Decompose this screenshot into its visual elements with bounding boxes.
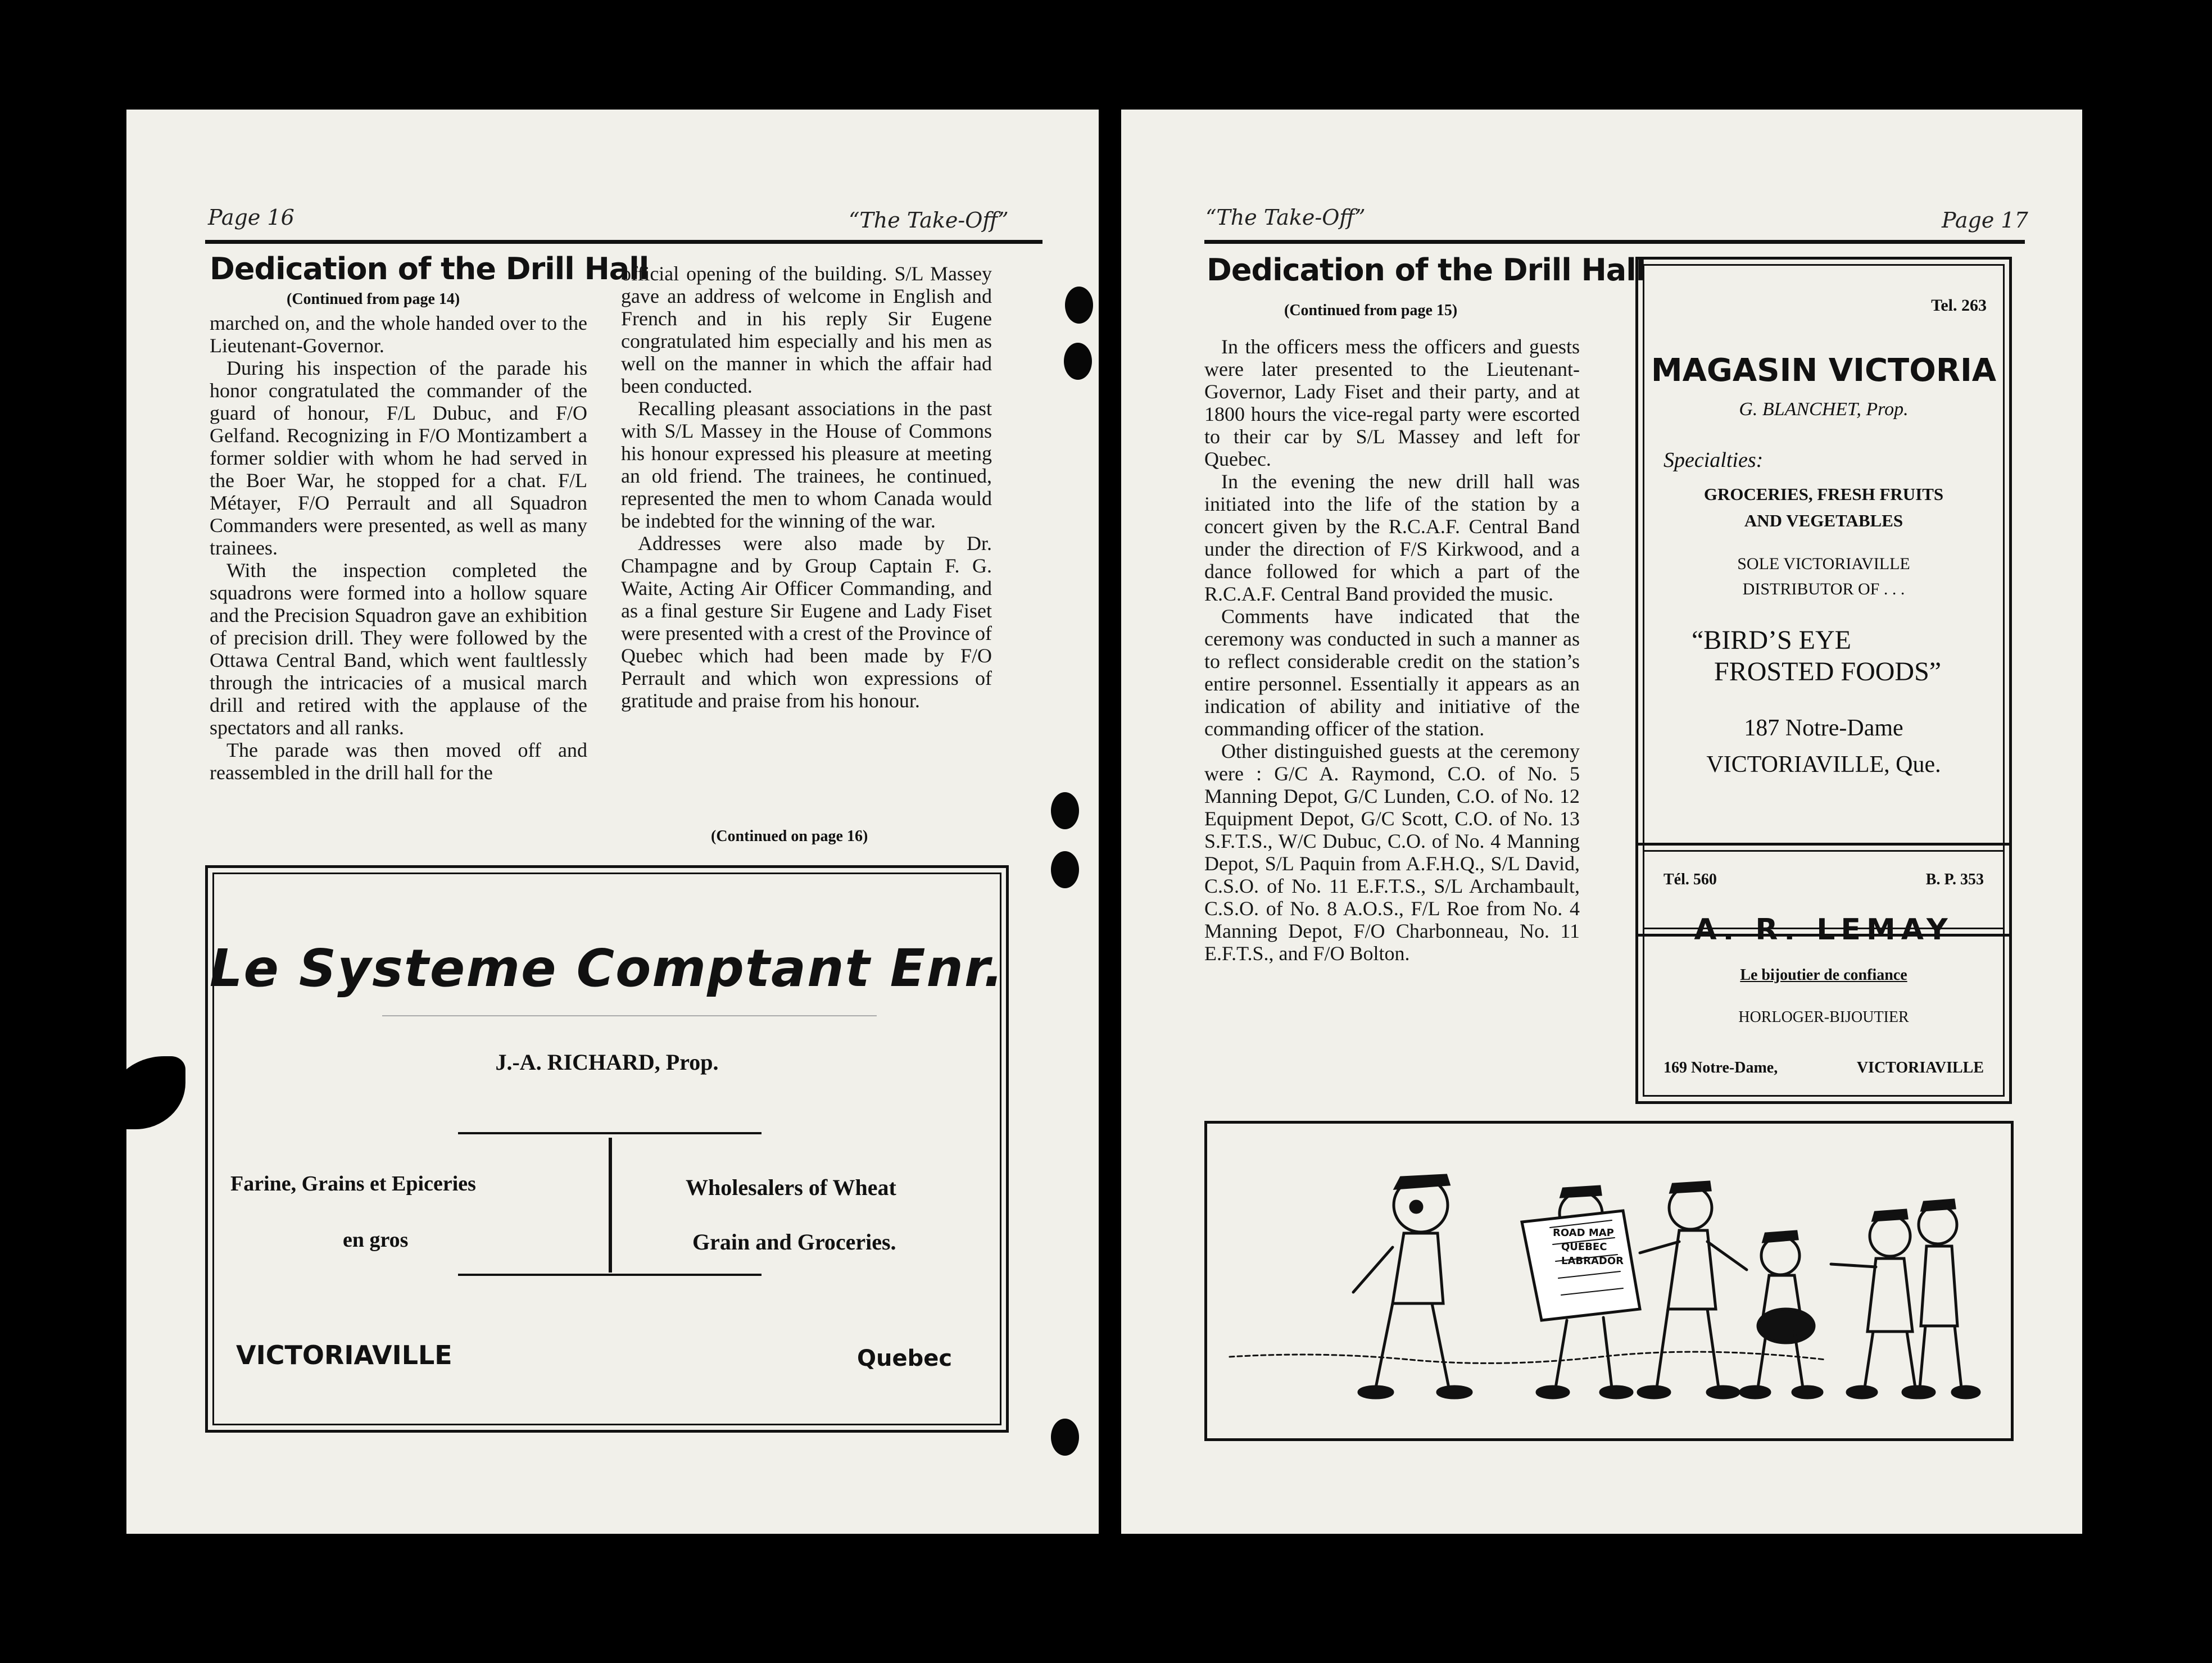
- binding-hole: [1051, 1419, 1079, 1456]
- ad-address: 187 Notre-Dame: [1744, 715, 1903, 741]
- ad-province: Quebec: [857, 1346, 953, 1371]
- binding-hole: [1064, 343, 1092, 380]
- header-rule-left: [205, 240, 1042, 244]
- divider: [382, 1015, 877, 1016]
- running-title-left: “The Take-Off”: [849, 208, 1009, 233]
- ad-proprietor: J.-A. RICHARD, Prop.: [495, 1049, 719, 1075]
- ad-left-line-1: Farine, Grains et Epiceries: [230, 1172, 476, 1196]
- ad-line: AND VEGETABLES: [1744, 511, 1903, 530]
- advertisement-magasin-victoria: [1635, 257, 2012, 937]
- page-number-left: Page 16: [208, 205, 294, 230]
- binding-hole: [1065, 287, 1093, 324]
- binding-hole: [1051, 792, 1079, 829]
- article-column-2: [621, 262, 992, 712]
- continued-from-left: (Continued from page 14): [287, 290, 460, 308]
- page-number-right: Page 17: [1942, 208, 2028, 233]
- ad-postal-box: B. P. 353: [1925, 871, 1984, 888]
- article-column-right: [1204, 335, 1580, 965]
- paragraph: In the officers mess the officers and guests were later presented to the Lieutenant-Governor, Lady Fiset and their party, and at 1800 hours the vice-regal party were escorted to their car by S/L Massey and left for Quebec.: [1204, 335, 1580, 470]
- running-title-right: “The Take-Off”: [1205, 205, 1366, 230]
- ad-city: VICTORIAVILLE: [1856, 1059, 1984, 1076]
- ad-line: SOLE VICTORIAVILLE: [1737, 555, 1910, 573]
- ad-tagline: Le bijoutier de confiance: [1740, 966, 1907, 984]
- ad-line: DISTRIBUTOR OF . . .: [1742, 580, 1905, 598]
- paragraph: Comments have indicated that the ceremony was conducted in such a manner as to reflect considerable credit on the station’s entire personnel. Essentially it appears as an indication of ability and initiative of the commanding officer of the station.: [1204, 605, 1580, 740]
- continued-from-right: (Continued from page 15): [1284, 302, 1458, 319]
- paragraph: During his inspection of the parade his honor congratulated the commander of the guard of honour, F/L Dubuc, and F/O Gelfand. Recognizing in F/O Montizambert a former soldier with whom he had served in the Boer War, he stopped for a chat. F/L Métayer, F/O Perrault and all Squadron Commanders were presented, as well as many trainees.: [210, 357, 587, 559]
- paragraph: official opening of the building. S/L Massey gave an address of welcome in English and French and in his reply Sir Eugene congratulated him especially and his men as well on the manner in which the affair had been conducted.: [621, 262, 992, 397]
- left-page: [126, 110, 1099, 1534]
- ad-specialties-label: Specialties:: [1663, 448, 1764, 472]
- ad-line: GROCERIES, FRESH FRUITS: [1703, 484, 1944, 504]
- ad-city: VICTORIAVILLE: [236, 1340, 452, 1370]
- paragraph: marched on, and the whole handed over to the Lieutenant-Governor.: [210, 312, 587, 357]
- divider-top: [458, 1132, 761, 1134]
- right-page: [1121, 110, 2082, 1534]
- continued-on-left: (Continued on page 16): [711, 828, 868, 845]
- binding-hole: [1051, 851, 1079, 888]
- paragraph: The parade was then moved off and reassembled in the drill hall for the: [210, 739, 587, 784]
- ad-business-name: MAGASIN VICTORIA: [1651, 352, 1997, 389]
- ad-trade: HORLOGER-BIJOUTIER: [1738, 1008, 1909, 1026]
- ad-brand-line-2: FROSTED FOODS”: [1714, 657, 1942, 687]
- advertisement-lemay: [1635, 843, 2012, 1104]
- header-rule-right: [1204, 240, 2025, 244]
- divider-vertical: [609, 1138, 612, 1273]
- newspaper-text: QUEBEC: [1561, 1241, 1607, 1253]
- article-heading-right: Dedication of the Drill Hall: [1207, 252, 1646, 288]
- ad-brand-line-1: “BIRD’S EYE: [1692, 625, 1851, 655]
- advertisement-systeme-comptant: [205, 865, 1009, 1433]
- ad-city: VICTORIAVILLE, Que.: [1706, 752, 1941, 778]
- divider-bottom: [458, 1274, 761, 1276]
- ad-address: 169 Notre-Dame,: [1663, 1059, 1778, 1076]
- newspaper-text: ROAD MAP: [1553, 1227, 1614, 1239]
- newspaper-text: LABRADOR: [1561, 1255, 1624, 1267]
- ad-left-line-2: en gros: [343, 1228, 409, 1252]
- ad-right-line-2: Grain and Groceries.: [692, 1229, 896, 1255]
- ad-telephone: Tel. 263: [1931, 296, 1987, 315]
- paragraph: Addresses were also made by Dr. Champagne and by Group Captain F. G. Waite, Acting Air Officer Commanding, and as a final gesture Sir Eugene and Lady Fiset were presented with a crest of the Province of Quebec which had been made by F/O Perrault and which won expressions of gratitude and praise from his honour.: [621, 532, 992, 712]
- ad-right-line-1: Wholesalers of Wheat: [686, 1175, 896, 1200]
- article-heading-left: Dedication of the Drill Hall: [210, 251, 649, 287]
- paragraph: Recalling pleasant associations in the past with S/L Massey in the House of Commons his honour expressed his pleasure at meeting an old friend. The trainees, he continued, represented the men to whom Canada would be indebted for the winning of the war.: [621, 397, 992, 532]
- cartoon-illustration: [1204, 1121, 2014, 1441]
- marching-airmen-drawing: [1207, 1124, 2011, 1438]
- ad-business-name: Le Systeme Comptant Enr.: [209, 938, 1005, 998]
- ad-business-name: A. R. LEMAY: [1694, 913, 1953, 947]
- paragraph: In the evening the new drill hall was initiated into the life of the station by a concert given by the R.C.A.F. Central Band under the direction of F/S Kirkwood, and a dance followed for which a part of the R.C.A.F. Central Band provided the music.: [1204, 470, 1580, 605]
- ad-telephone: Tél. 560: [1663, 871, 1717, 888]
- ad-proprietor: G. BLANCHET, Prop.: [1739, 399, 1909, 420]
- paragraph: With the inspection completed the squadrons were formed into a hollow square and the Precision Squadron gave an exhibition of precision drill. They were followed by the Ottawa Central Band, which went faultlessly through the intricacies of a musical march drill and retired with the applause of the spectators and all ranks.: [210, 559, 587, 739]
- article-column-1: [210, 312, 587, 784]
- paragraph: Other distinguished guests at the ceremony were : G/C A. Raymond, C.O. of No. 5 Manning Depot, G/C Lunden, C.O. of No. 12 Equipment Depot, G/C Scott, C.O. of No. 13 S.F.T.S., W/C Dubuc, C.O. of No. 4 Manning Depot, S/L Paquin from A.F.H.Q., S/L David, C.S.O. of No. 11 E.F.T.S., S/L Archambault, C.S.O. of No. 8 A.O.S., F/L Roe from No. 4 Manning Depot, F/O Charbonneau, No. 11 E.F.T.S., and F/O Bolton.: [1204, 740, 1580, 965]
